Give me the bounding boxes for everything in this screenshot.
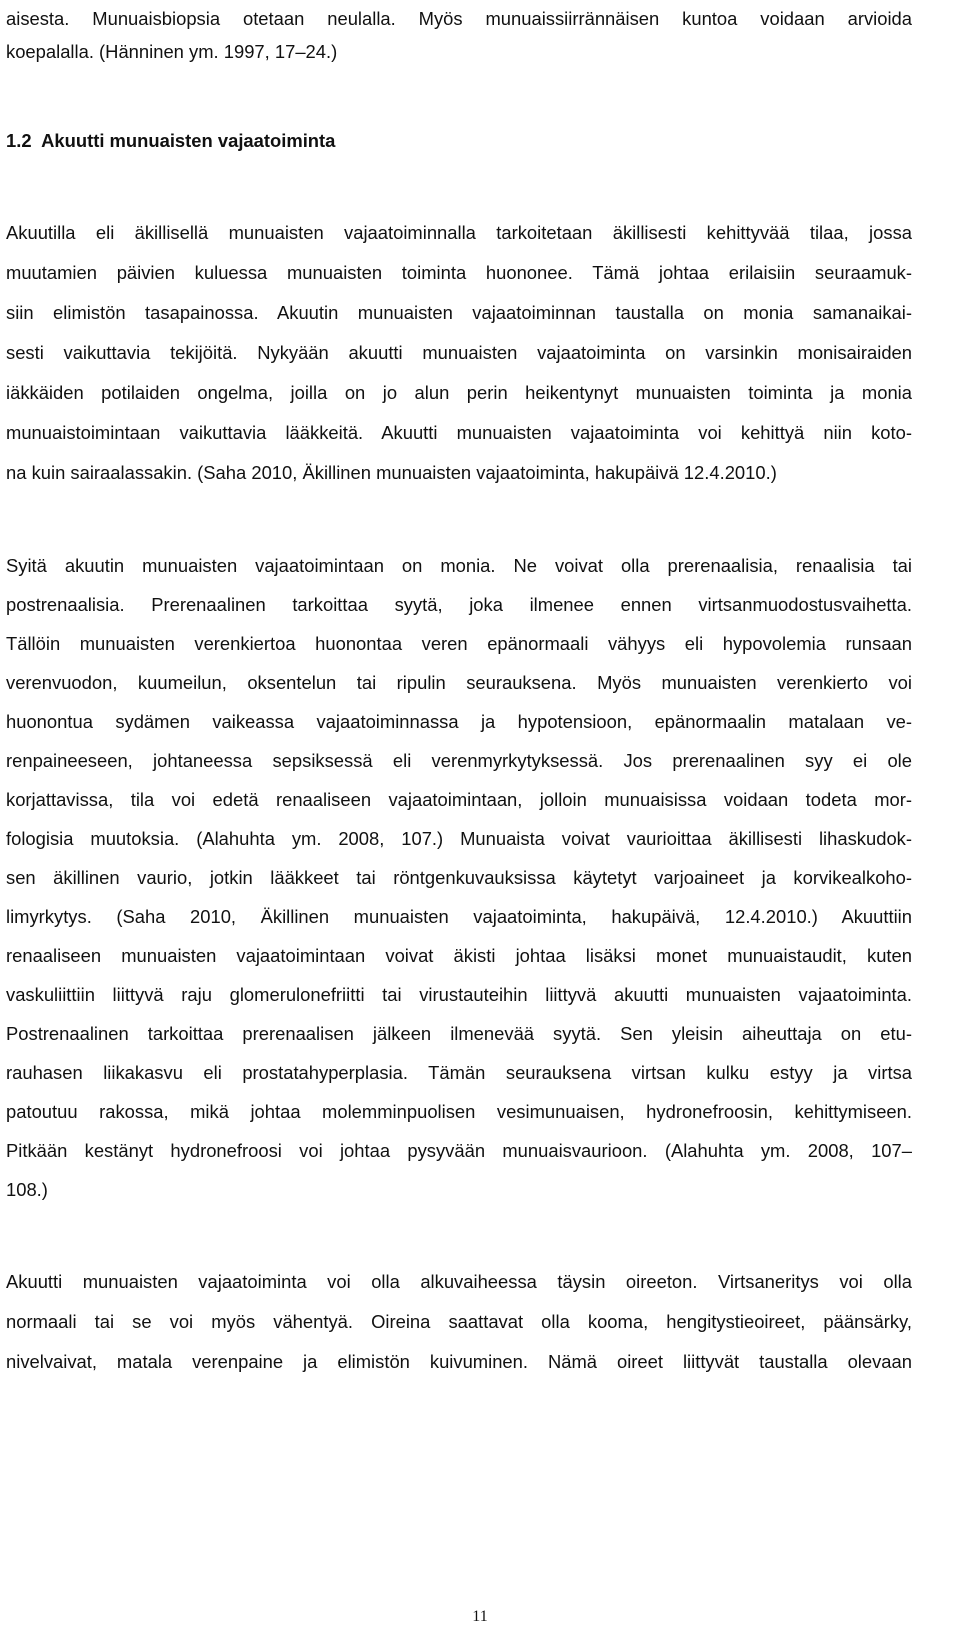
paragraph-line: renaaliseen munuaisten vajaatoimintaan voivat äkisti johtaa lisäksi monet munuaistaudit, kuten [6,945,912,966]
paragraph-line: na kuin sairaalassakin. (Saha 2010, Äkillinen munuaisten vajaatoiminta, hakupäivä 12.4.2010.) [6,462,777,483]
paragraph-line: munuaistoimintaan vaikuttavia lääkkeitä. Akuutti munuaisten vajaatoiminta voi kehittyä niin koto- [6,422,912,443]
paragraph-line: Akuutilla eli äkillisellä munuaisten vajaatoiminnalla tarkoitetaan äkillisesti kehittyvää tilaa, jossa [6,222,912,243]
paragraph-line: Pitkään kestänyt hydronefroosi voi johtaa pysyvään munuaisvaurioon. (Alahuhta ym. 2008, 107– [6,1140,912,1161]
paragraph-line: Tällöin munuaisten verenkiertoa huonontaa veren epänormaali vähyys eli hypovolemia runsaan [6,633,912,654]
paragraph-line: korjattavissa, tila voi edetä renaaliseen vajaatoimintaan, jolloin munuaisissa voidaan todeta mor- [6,789,912,810]
paragraph-line: 108.) [6,1179,48,1200]
paragraph-line: koepalalla. (Hänninen ym. 1997, 17–24.) [6,41,338,62]
paragraph-line: Postrenaalinen tarkoittaa prerenaalisen jälkeen ilmenevää syytä. Sen yleisin aiheuttaja on etu- [6,1023,912,1044]
paragraph-line: aisesta. Munuaisbiopsia otetaan neulalla. Myös munuaissiirrännäisen kuntoa voidaan arvioida [6,8,912,29]
paragraph-line: huonontua sydämen vaikeassa vajaatoiminnassa ja hypotensioon, epänormaalin matalaan ve- [6,711,912,732]
page-number: 11 [472,1608,488,1625]
paragraph-line: iäkkäiden potilaiden ongelma, joilla on jo alun perin heikentynyt munuaisten toiminta ja monia [6,382,912,403]
paragraph-line: sesti vaikuttavia tekijöitä. Nykyään akuutti munuaisten vajaatoiminta on varsinkin monisairaiden [6,342,912,363]
paragraph-line: normaali tai se voi myös vähentyä. Oireina saattavat olla kooma, hengitystieoireet, päänsärky, [6,1311,912,1332]
paragraph-line: rauhasen liikakasvu eli prostatahyperplasia. Tämän seurauksena virtsan kulku estyy ja virtsa [6,1062,912,1083]
paragraph-line: Akuutti munuaisten vajaatoiminta voi olla alkuvaiheessa täysin oireeton. Virtsaneritys voi olla [6,1271,912,1292]
paragraph-line: muutamien päivien kuluessa munuaisten toiminta huononee. Tämä johtaa erilaisiin seuraamuk- [6,262,912,283]
paragraph-line: verenvuodon, kuumeilun, oksentelun tai ripulin seurauksena. Myös munuaisten verenkierto voi [6,672,912,693]
paragraph-line: postrenaalisia. Prerenaalinen tarkoittaa syytä, joka ilmenee ennen virtsanmuodostusvaihetta. [6,594,912,615]
paragraph-line: Syitä akuutin munuaisten vajaatoimintaan on monia. Ne voivat olla prerenaalisia, renaalisia tai [6,555,912,576]
paragraph-line: patoutuu rakossa, mikä johtaa molemminpuolisen vesimunuaisen, hydronefroosin, kehittymiseen. [6,1101,912,1122]
paragraph-line: siin elimistön tasapainossa. Akuutin munuaisten vajaatoiminnan taustalla on monia samanaikai- [6,302,912,323]
paragraph-line: sen äkillinen vaurio, jotkin lääkkeet tai röntgenkuvauksissa käytetyt varjoaineet ja korvikealkoho- [6,867,912,888]
paragraph-line: nivelvaivat, matala verenpaine ja elimistön kuivuminen. Nämä oireet liittyvät taustalla olevaan [6,1351,912,1372]
paragraph-line: fologisia muutoksia. (Alahuhta ym. 2008, 107.) Munuaista voivat vaurioittaa äkillisesti lihaskudok- [6,828,912,849]
paragraph-line: limyrkytys. (Saha 2010, Äkillinen munuaisten vajaatoiminta, hakupäivä, 12.4.2010.) Akuuttiin [6,906,912,927]
paragraph-line: vaskuliittiin liittyvä raju glomerulonefriitti tai virustauteihin liittyvä akuutti munuaisten vajaatoiminta. [6,984,912,1005]
paragraph-line: renpaineeseen, johtaneessa sepsiksessä eli verenmyrkytyksessä. Jos prerenaalinen syy ei ole [6,750,912,771]
section-heading: 1.2 Akuutti munuaisten vajaatoiminta [6,130,336,151]
